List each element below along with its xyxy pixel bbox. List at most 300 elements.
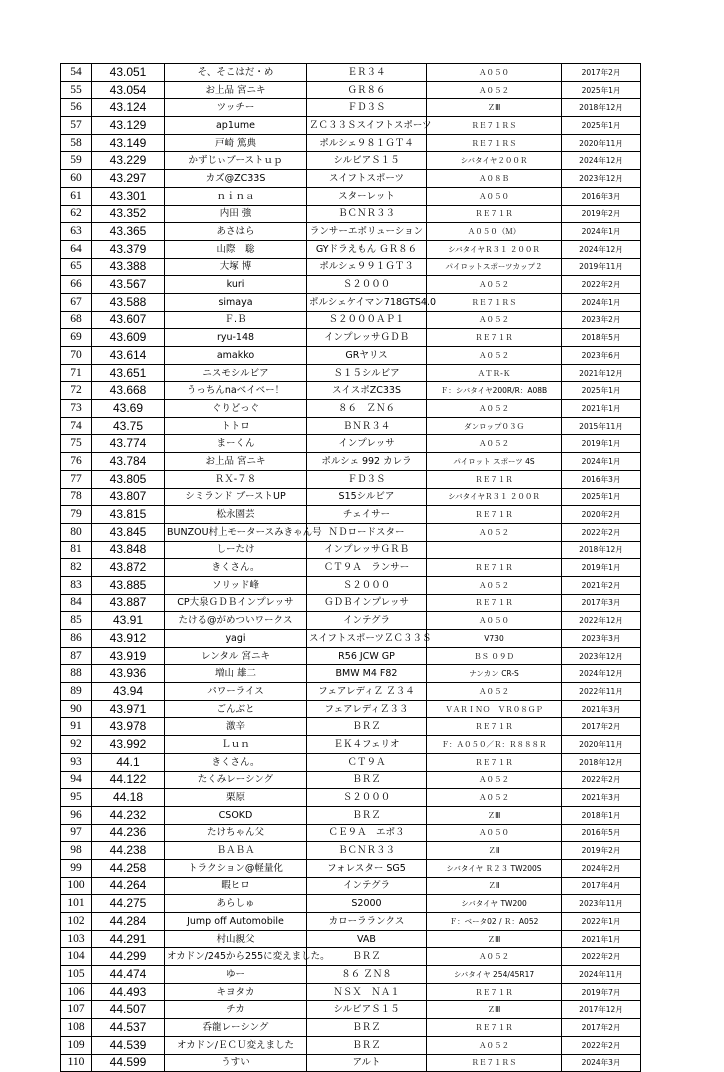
driver-name-cell: キヨタカ	[165, 983, 307, 1001]
rank-cell: 67	[61, 293, 92, 311]
date-cell: 2017年4月	[562, 877, 641, 895]
car-model-cell: チェイサー	[307, 506, 427, 524]
ranking-rows	[61, 64, 641, 1072]
date-cell: 2025年1月	[562, 81, 641, 99]
rank-cell: 71	[61, 364, 92, 382]
table-row	[61, 81, 641, 99]
date-cell: 2020年11月	[562, 736, 641, 754]
table-row	[61, 417, 641, 435]
tire-cell: ＺⅢ	[427, 930, 562, 948]
car-model-cell: ＦＤ３Ｓ	[307, 470, 427, 488]
table-row	[61, 347, 641, 365]
lap-time-cell: 43.805	[92, 470, 165, 488]
rank-cell: 87	[61, 647, 92, 665]
table-row	[61, 983, 641, 1001]
tire-cell: ＲＥ７１Ｒ	[427, 559, 562, 577]
lap-time-cell: 43.051	[92, 64, 165, 82]
rank-cell: 99	[61, 859, 92, 877]
tire-cell: Ａ０５２	[427, 276, 562, 294]
date-cell: 2018年12月	[562, 541, 641, 559]
rank-cell: 77	[61, 470, 92, 488]
driver-name-cell: simaya	[165, 293, 307, 311]
driver-name-cell: 山際 聡	[165, 240, 307, 258]
lap-time-cell: 43.69	[92, 400, 165, 418]
driver-name-cell: まーくん	[165, 435, 307, 453]
lap-time-cell: 43.848	[92, 541, 165, 559]
rank-cell: 60	[61, 170, 92, 188]
lap-time-cell: 43.365	[92, 223, 165, 241]
car-model-cell: インテグラ	[307, 877, 427, 895]
driver-name-cell: Jump off Automobile	[165, 913, 307, 931]
table-row	[61, 152, 641, 170]
driver-name-cell: あさはら	[165, 223, 307, 241]
date-cell: 2018年5月	[562, 329, 641, 347]
car-model-cell: ＢＣＮＲ３３	[307, 205, 427, 223]
table-row	[61, 293, 641, 311]
table-row	[61, 683, 641, 701]
lap-time-cell: 43.815	[92, 506, 165, 524]
tire-cell: ＲＥ７１Ｒ	[427, 506, 562, 524]
lap-time-cell: 43.651	[92, 364, 165, 382]
lap-time-cell: 43.588	[92, 293, 165, 311]
rank-cell: 63	[61, 223, 92, 241]
table-row	[61, 117, 641, 135]
driver-name-cell: 暇ヒロ	[165, 877, 307, 895]
lap-time-cell: 44.18	[92, 789, 165, 807]
date-cell: 2021年3月	[562, 700, 641, 718]
lap-time-cell: 43.379	[92, 240, 165, 258]
tire-cell: ＲＥ７１ＲＳ	[427, 293, 562, 311]
table-row	[61, 736, 641, 754]
table-row	[61, 630, 641, 648]
car-model-cell: ＥＲ３４	[307, 64, 427, 82]
rank-cell: 89	[61, 683, 92, 701]
date-cell: 2020年2月	[562, 506, 641, 524]
car-model-cell: ポルシェケイマン718GTS4.0	[307, 293, 427, 311]
table-row	[61, 594, 641, 612]
table-row	[61, 895, 641, 913]
car-model-cell: スターレット	[307, 187, 427, 205]
lap-time-cell: 43.91	[92, 612, 165, 630]
tire-cell: Ａ０５０	[427, 64, 562, 82]
car-model-cell: インテグラ	[307, 612, 427, 630]
tire-cell: Ａ０５２	[427, 400, 562, 418]
lap-time-cell: 44.284	[92, 913, 165, 931]
tire-cell: ＡＴＲ-Ｋ	[427, 364, 562, 382]
car-model-cell: フォレスター SG5	[307, 859, 427, 877]
rank-cell: 65	[61, 258, 92, 276]
rank-cell: 88	[61, 665, 92, 683]
tire-cell: ＲＥ７１ＲＳ	[427, 134, 562, 152]
lap-time-cell: 43.784	[92, 453, 165, 471]
tire-cell: ＺⅢ	[427, 1001, 562, 1019]
table-row	[61, 559, 641, 577]
rank-cell: 109	[61, 1036, 92, 1054]
lap-time-cell: 43.124	[92, 99, 165, 117]
car-model-cell: GYドラえもん ＧＲ８６	[307, 240, 427, 258]
date-cell: 2024年2月	[562, 859, 641, 877]
car-model-cell: ＢＲＺ	[307, 806, 427, 824]
rank-cell: 80	[61, 523, 92, 541]
table-row	[61, 276, 641, 294]
rank-cell: 85	[61, 612, 92, 630]
tire-cell: ＶＡＲＩＮＯ ＶＲ０８ＧＰ	[427, 700, 562, 718]
rank-cell: 59	[61, 152, 92, 170]
rank-cell: 81	[61, 541, 92, 559]
table-row	[61, 523, 641, 541]
lap-time-cell: 44.539	[92, 1036, 165, 1054]
rank-cell: 91	[61, 718, 92, 736]
lap-time-cell: 44.507	[92, 1001, 165, 1019]
date-cell: 2017年2月	[562, 718, 641, 736]
table-row	[61, 134, 641, 152]
tire-cell: Ａ０５２	[427, 523, 562, 541]
date-cell: 2016年3月	[562, 187, 641, 205]
table-row	[61, 506, 641, 524]
date-cell: 2019年2月	[562, 205, 641, 223]
lap-time-cell: 43.992	[92, 736, 165, 754]
car-model-cell: ＧＤＢインプレッサ	[307, 594, 427, 612]
date-cell: 2019年7月	[562, 983, 641, 1001]
date-cell: 2022年2月	[562, 1036, 641, 1054]
rank-cell: 64	[61, 240, 92, 258]
table-row	[61, 665, 641, 683]
table-row	[61, 382, 641, 400]
date-cell: 2017年2月	[562, 64, 641, 82]
driver-name-cell: お上品 宮ニキ	[165, 81, 307, 99]
driver-name-cell: ＢＡＢＡ	[165, 842, 307, 860]
lap-time-cell: 43.054	[92, 81, 165, 99]
date-cell: 2022年2月	[562, 948, 641, 966]
driver-name-cell: BUNZOU村上モータースみきゃん号	[165, 523, 307, 541]
table-row	[61, 877, 641, 895]
table-row	[61, 187, 641, 205]
car-model-cell: Ｓ２０００ＡＰ１	[307, 311, 427, 329]
rank-cell: 108	[61, 1019, 92, 1037]
driver-name-cell: ぐりどっぐ	[165, 400, 307, 418]
tire-cell: Ａ０５２	[427, 347, 562, 365]
rank-cell: 104	[61, 948, 92, 966]
table-row	[61, 700, 641, 718]
rank-cell: 75	[61, 435, 92, 453]
date-cell: 2023年6月	[562, 347, 641, 365]
table-row	[61, 541, 641, 559]
date-cell: 2024年1月	[562, 293, 641, 311]
date-cell: 2022年2月	[562, 771, 641, 789]
car-model-cell: ＥＫ４フェリオ	[307, 736, 427, 754]
car-model-cell: ＢＲＺ	[307, 771, 427, 789]
tire-cell: ＲＥ７１Ｒ	[427, 470, 562, 488]
rank-cell: 66	[61, 276, 92, 294]
table-row	[61, 1036, 641, 1054]
tire-cell: Ａ０５０	[427, 612, 562, 630]
table-row	[61, 824, 641, 842]
tire-cell: ＲＥ７１Ｒ	[427, 205, 562, 223]
table-row	[61, 223, 641, 241]
rank-cell: 57	[61, 117, 92, 135]
driver-name-cell: CP大泉ＧＤＢインプレッサ	[165, 594, 307, 612]
tire-cell: ＲＥ７１Ｒ	[427, 753, 562, 771]
tire-cell: ＺⅢ	[427, 806, 562, 824]
date-cell: 2024年11月	[562, 966, 641, 984]
rank-cell: 102	[61, 913, 92, 931]
lap-time-cell: 44.599	[92, 1054, 165, 1072]
table-row	[61, 99, 641, 117]
table-row	[61, 647, 641, 665]
tire-cell: ダンロップ０３Ｇ	[427, 417, 562, 435]
car-model-cell: Ｓ２０００	[307, 789, 427, 807]
car-model-cell: ＢＣＮＲ３３	[307, 842, 427, 860]
car-model-cell: ＢＲＺ	[307, 718, 427, 736]
rank-cell: 103	[61, 930, 92, 948]
tire-cell: シバタイヤ２００Ｒ	[427, 152, 562, 170]
car-model-cell: ８６ ＺＮ８	[307, 966, 427, 984]
lap-time-cell: 43.919	[92, 647, 165, 665]
table-row	[61, 400, 641, 418]
table-row	[61, 470, 641, 488]
lap-time-cell: 44.291	[92, 930, 165, 948]
lap-time-cell: 44.474	[92, 966, 165, 984]
tire-cell: Ｆ：シバタイヤ200R/R：A08B	[427, 382, 562, 400]
lap-time-cell: 43.229	[92, 152, 165, 170]
table-row	[61, 806, 641, 824]
lap-time-cell: 43.668	[92, 382, 165, 400]
table-row	[61, 170, 641, 188]
car-model-cell: インプレッサＧＤＢ	[307, 329, 427, 347]
rank-cell: 78	[61, 488, 92, 506]
date-cell: 2015年11月	[562, 417, 641, 435]
rank-cell: 72	[61, 382, 92, 400]
driver-name-cell: きくさん。	[165, 753, 307, 771]
tire-cell: Ａ０５２	[427, 789, 562, 807]
rank-cell: 69	[61, 329, 92, 347]
date-cell: 2019年2月	[562, 842, 641, 860]
lap-time-cell: 43.887	[92, 594, 165, 612]
car-model-cell: ＮＳＸ ＮＡ１	[307, 983, 427, 1001]
rank-cell: 62	[61, 205, 92, 223]
date-cell: 2019年1月	[562, 435, 641, 453]
date-cell: 2024年1月	[562, 453, 641, 471]
table-row	[61, 771, 641, 789]
rank-cell: 74	[61, 417, 92, 435]
rank-cell: 106	[61, 983, 92, 1001]
lap-time-cell: 43.297	[92, 170, 165, 188]
car-model-cell: ポルシェ 992 カレラ	[307, 453, 427, 471]
driver-name-cell: そ、そこはだ・め	[165, 64, 307, 82]
driver-name-cell: ゆー	[165, 966, 307, 984]
car-model-cell: ポルシェ９９１ＧＴ３	[307, 258, 427, 276]
rank-cell: 97	[61, 824, 92, 842]
rank-cell: 110	[61, 1054, 92, 1072]
car-model-cell: フェアレディＺ Ｚ３４	[307, 683, 427, 701]
date-cell: 2024年12月	[562, 665, 641, 683]
car-model-cell: Ｓ１５シルビア	[307, 364, 427, 382]
rank-cell: 107	[61, 1001, 92, 1019]
lap-time-cell: 44.232	[92, 806, 165, 824]
table-row	[61, 948, 641, 966]
date-cell: 2022年12月	[562, 612, 641, 630]
driver-name-cell: シミランド ブーストUP	[165, 488, 307, 506]
car-model-cell: ＣＴ９Ａ ランサー	[307, 559, 427, 577]
driver-name-cell: レンタル 宮ニキ	[165, 647, 307, 665]
driver-name-cell: カズ@ZC33S	[165, 170, 307, 188]
lap-time-cell: 44.258	[92, 859, 165, 877]
table-row	[61, 258, 641, 276]
car-model-cell: Ｓ２０００	[307, 276, 427, 294]
car-model-cell: ＣＴ９Ａ	[307, 753, 427, 771]
lap-time-cell: 43.75	[92, 417, 165, 435]
rank-cell: 96	[61, 806, 92, 824]
car-model-cell: ＦＤ３Ｓ	[307, 99, 427, 117]
driver-name-cell: yagi	[165, 630, 307, 648]
driver-name-cell: Ｌｕｎ	[165, 736, 307, 754]
car-model-cell: ＺＣ３３Ｓスイフトスポーツ	[307, 117, 427, 135]
car-model-cell: ＢＲＺ	[307, 1036, 427, 1054]
car-model-cell: アルト	[307, 1054, 427, 1072]
date-cell: 2021年1月	[562, 930, 641, 948]
driver-name-cell: パワーライス	[165, 683, 307, 701]
date-cell: 2016年5月	[562, 824, 641, 842]
driver-name-cell: 呑龍レーシング	[165, 1019, 307, 1037]
date-cell: 2021年12月	[562, 364, 641, 382]
date-cell: 2022年2月	[562, 523, 641, 541]
rank-cell: 56	[61, 99, 92, 117]
table-row	[61, 488, 641, 506]
car-model-cell: インプレッサ	[307, 435, 427, 453]
driver-name-cell: トラクション@軽量化	[165, 859, 307, 877]
tire-cell: シバタイヤ TW200	[427, 895, 562, 913]
lap-time-cell: 43.607	[92, 311, 165, 329]
driver-name-cell: Ｆ.Ｂ	[165, 311, 307, 329]
date-cell: 2016年3月	[562, 470, 641, 488]
lap-time-cell: 44.264	[92, 877, 165, 895]
date-cell: 2019年1月	[562, 559, 641, 577]
rank-cell: 94	[61, 771, 92, 789]
driver-name-cell: 大塚 博	[165, 258, 307, 276]
tire-cell	[427, 541, 562, 559]
car-model-cell: ８６ ＺＮ６	[307, 400, 427, 418]
driver-name-cell: 村山親父	[165, 930, 307, 948]
lap-time-cell: 43.774	[92, 435, 165, 453]
rank-cell: 55	[61, 81, 92, 99]
table-row	[61, 364, 641, 382]
lap-time-cell: 43.912	[92, 630, 165, 648]
table-row	[61, 1019, 641, 1037]
car-model-cell: ＮＤロードスター	[307, 523, 427, 541]
rank-cell: 84	[61, 594, 92, 612]
tire-cell: パイロットスポーツカップ２	[427, 258, 562, 276]
car-model-cell: ポルシェ９８１ＧＴ４	[307, 134, 427, 152]
rank-cell: 98	[61, 842, 92, 860]
date-cell: 2024年1月	[562, 223, 641, 241]
tire-cell: ＲＥ７１Ｒ	[427, 983, 562, 1001]
date-cell: 2022年2月	[562, 276, 641, 294]
driver-name-cell: 激辛	[165, 718, 307, 736]
tire-cell: ＢＳ ０９Ｄ	[427, 647, 562, 665]
driver-name-cell: ｎｉｎａ	[165, 187, 307, 205]
rank-cell: 61	[61, 187, 92, 205]
tire-cell: V730	[427, 630, 562, 648]
table-row	[61, 789, 641, 807]
lap-time-cell: 44.299	[92, 948, 165, 966]
rank-cell: 92	[61, 736, 92, 754]
driver-name-cell: kuri	[165, 276, 307, 294]
driver-name-cell: あらしゅ	[165, 895, 307, 913]
car-model-cell: ＧＲ８６	[307, 81, 427, 99]
driver-name-cell: オカドン/ＥＣＵ変えました	[165, 1036, 307, 1054]
car-model-cell: スイスポZC33S	[307, 382, 427, 400]
rank-cell: 86	[61, 630, 92, 648]
car-model-cell: ＢＲＺ	[307, 1019, 427, 1037]
tire-cell: ナンカン CR-S	[427, 665, 562, 683]
car-model-cell: ＢＲＺ	[307, 948, 427, 966]
driver-name-cell: ap1ume	[165, 117, 307, 135]
lap-time-cell: 43.149	[92, 134, 165, 152]
driver-name-cell: チカ	[165, 1001, 307, 1019]
tire-cell: Ａ０５２	[427, 1036, 562, 1054]
lap-time-cell: 43.845	[92, 523, 165, 541]
date-cell: 2025年1月	[562, 117, 641, 135]
rank-cell: 58	[61, 134, 92, 152]
date-cell: 2021年2月	[562, 576, 641, 594]
tire-cell: Ａ０５２	[427, 948, 562, 966]
date-cell: 2023年12月	[562, 647, 641, 665]
tire-cell: Ａ０５２	[427, 81, 562, 99]
tire-cell: シバタイヤＲ３１ ２００Ｒ	[427, 240, 562, 258]
driver-name-cell: amakko	[165, 347, 307, 365]
driver-name-cell: ツッチー	[165, 99, 307, 117]
tire-cell: ＲＥ７１ＲＳ	[427, 117, 562, 135]
tire-cell: Ａ０５２	[427, 311, 562, 329]
tire-cell: Ａ０５０	[427, 187, 562, 205]
driver-name-cell: トトロ	[165, 417, 307, 435]
date-cell: 2020年11月	[562, 134, 641, 152]
car-model-cell: ランサーエボリューション	[307, 223, 427, 241]
driver-name-cell: うっちんnaベイベー！	[165, 382, 307, 400]
lap-time-cell: 43.352	[92, 205, 165, 223]
car-model-cell: フェアレディＺ３３	[307, 700, 427, 718]
car-model-cell: Ｓ２０００	[307, 576, 427, 594]
driver-name-cell: ＲＸ-７８	[165, 470, 307, 488]
driver-name-cell: たくみレーシング	[165, 771, 307, 789]
date-cell: 2023年12月	[562, 170, 641, 188]
car-model-cell: スイフトスポーツＺＣ３３Ｓ	[307, 630, 427, 648]
car-model-cell: インプレッサＧＲＢ	[307, 541, 427, 559]
tire-cell: Ａ０５２	[427, 771, 562, 789]
table-row	[61, 240, 641, 258]
lap-time-cell: 43.94	[92, 683, 165, 701]
date-cell: 2023年2月	[562, 311, 641, 329]
lap-time-cell: 43.807	[92, 488, 165, 506]
lap-time-cell: 44.537	[92, 1019, 165, 1037]
table-row	[61, 453, 641, 471]
driver-name-cell: ryu-148	[165, 329, 307, 347]
table-row	[61, 435, 641, 453]
lap-time-cell: 43.936	[92, 665, 165, 683]
date-cell: 2018年12月	[562, 99, 641, 117]
lap-time-cell: 43.971	[92, 700, 165, 718]
lap-time-cell: 44.493	[92, 983, 165, 1001]
tire-cell: Ｆ：Ａ０５０／Ｒ：Ｒ８８８Ｒ	[427, 736, 562, 754]
table-row	[61, 859, 641, 877]
table-row	[61, 753, 641, 771]
table-row	[61, 576, 641, 594]
lap-time-cell: 43.614	[92, 347, 165, 365]
rank-cell: 73	[61, 400, 92, 418]
table-row	[61, 1054, 641, 1072]
table-row	[61, 311, 641, 329]
date-cell: 2019年11月	[562, 258, 641, 276]
